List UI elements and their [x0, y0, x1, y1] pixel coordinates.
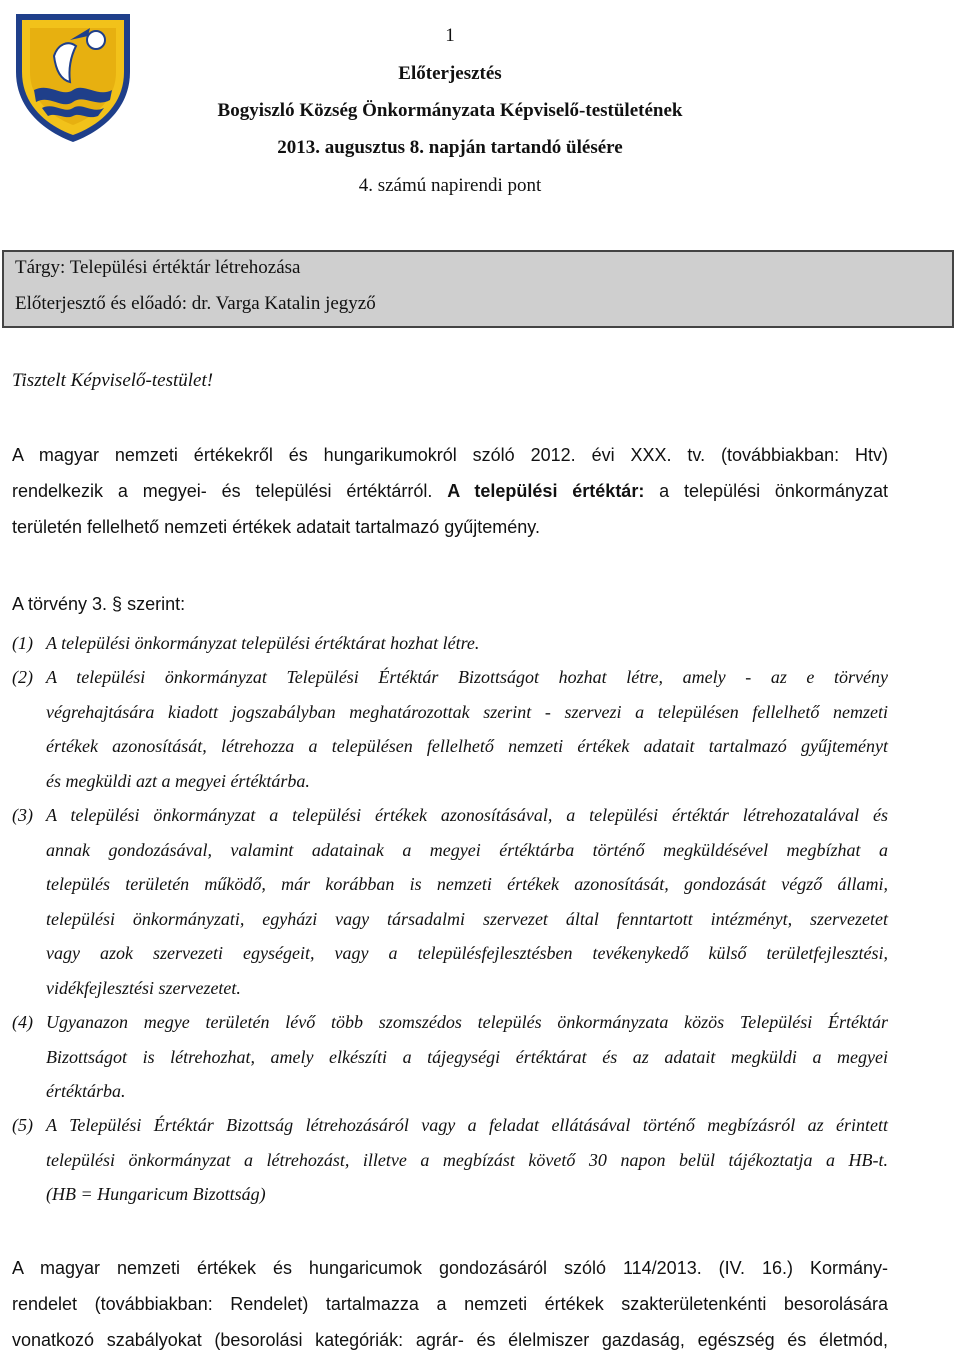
presenter-line: Előterjesztő és előadó: dr. Varga Katalin jegyző	[15, 293, 376, 314]
meeting-date-heading: 2013. augusztus 8. napján tartandó ülésére	[277, 137, 623, 158]
item-number: (1)	[12, 633, 33, 653]
salutation: Tisztelt Képviselő-testület!	[12, 370, 214, 391]
closing-paragraph	[12, 1250, 888, 1358]
item-line: és megküldi azt a megyei értéktárba.	[46, 770, 310, 791]
item-line: települési önkormányzati, egyházi vagy társadalmi szervezet által fenntartott intézményt, szervezetet	[46, 908, 888, 929]
document-type-heading: Előterjesztés	[398, 63, 502, 84]
intro-line-2-text: rendelkezik a megyei- és települési értéktárról.	[12, 481, 433, 501]
intro-line-3: területén fellelhető nemzeti értékek adatait tartalmazó gyűjtemény.	[12, 517, 540, 537]
council-heading: Bogyiszló Község Önkormányzata Képviselő-testületének	[217, 100, 683, 121]
item-line: Bizottságot is létrehozhat, amely elkészíti a tájegységi értéktárat és az adatait megküldi a megyei	[46, 1046, 888, 1067]
item-line: végrehajtására kiadott jogszabályban meghatározottak szerint - szervezi a településen fellelhető nemzeti	[46, 701, 888, 722]
item-line: értékek azonosítását, létrehozza a településen fellelhető nemzeti értékek adatait tartalmazó gyűjteményt	[46, 736, 888, 756]
item-number: (5)	[12, 1115, 33, 1135]
subject-box	[2, 250, 954, 328]
agenda-item-heading: 4. számú napirendi pont	[358, 175, 542, 196]
item-line: A Települési Értéktár Bizottság létrehozásáról vagy a feladat ellátásával történő megbízásról az érintett	[46, 1115, 888, 1135]
law-item-3	[12, 798, 888, 1005]
item-line: (HB = Hungaricum Bizottság)	[46, 1184, 266, 1204]
item-number: (2)	[12, 667, 33, 687]
law-reference: A törvény 3. § szerint:	[12, 594, 186, 614]
item-line: értéktárba.	[46, 1081, 126, 1101]
item-line: vidékfejlesztési szervezetet.	[46, 977, 241, 998]
item-line: Ugyanazon megye területén lévő több szomszédos település önkormányzata közös Települési Értéktár	[46, 1012, 888, 1032]
closing-line-2: rendelet (továbbiakban: Rendelet) tartalmazza a nemzeti értékek szakterületenkénti besorolására	[12, 1294, 888, 1314]
item-line: vagy azok szervezeti egységeit, vagy a településfejlesztésben tevékenykedő külső területfejlesztési,	[46, 943, 888, 963]
item-line: település területén működő, már korábban is nemzeti értékek azonosítását, gondozását végző állami,	[46, 874, 888, 894]
intro-line-2-rest: a települési önkormányzat	[659, 481, 888, 501]
closing-line-3: vonatkozó szabályokat (besorolási kategóriák: agrár- és élelmiszer gazdaság, egészség és életmód,	[12, 1330, 888, 1350]
closing-line-1: A magyar nemzeti értékek és hungaricumok gondozásáról szóló 114/2013. (IV. 16.) Kormány-	[12, 1258, 888, 1278]
law-item-2	[12, 660, 888, 798]
law-item-4	[12, 1005, 888, 1109]
intro-line-2	[12, 473, 888, 509]
intro-paragraph	[12, 437, 888, 545]
page-number: 1	[445, 25, 455, 46]
item-line: annak gondozásával, valamint adatainak a megyei értéktárba történő megküldésével megbízhat a	[46, 839, 888, 860]
law-item-5	[12, 1108, 888, 1212]
item-line: A települési önkormányzat települési értéktárat hozhat létre.	[46, 633, 480, 653]
law-item-1	[12, 626, 888, 661]
item-number: (3)	[12, 805, 33, 825]
item-number: (4)	[12, 1012, 33, 1032]
item-line: települési önkormányzat a létrehozást, illetve a megbízást követő 30 napon belül tájékoztatja a HB-t.	[46, 1149, 888, 1170]
item-line: A települési önkormányzat a települési értékek azonosításával, a települési értéktár létrehozatalával és	[46, 805, 888, 825]
subject-line: Tárgy: Települési értéktár létrehozása	[15, 257, 301, 278]
intro-line-1: A magyar nemzeti értékekről és hungarikumokról szóló 2012. évi XXX. tv. (továbbiakban: Htv)	[12, 445, 888, 465]
item-line: A települési önkormányzat Települési Értéktár Bizottságot hozhat létre, amely - az e törvény	[46, 667, 888, 687]
intro-definition-term: A települési értéktár:	[447, 481, 645, 501]
